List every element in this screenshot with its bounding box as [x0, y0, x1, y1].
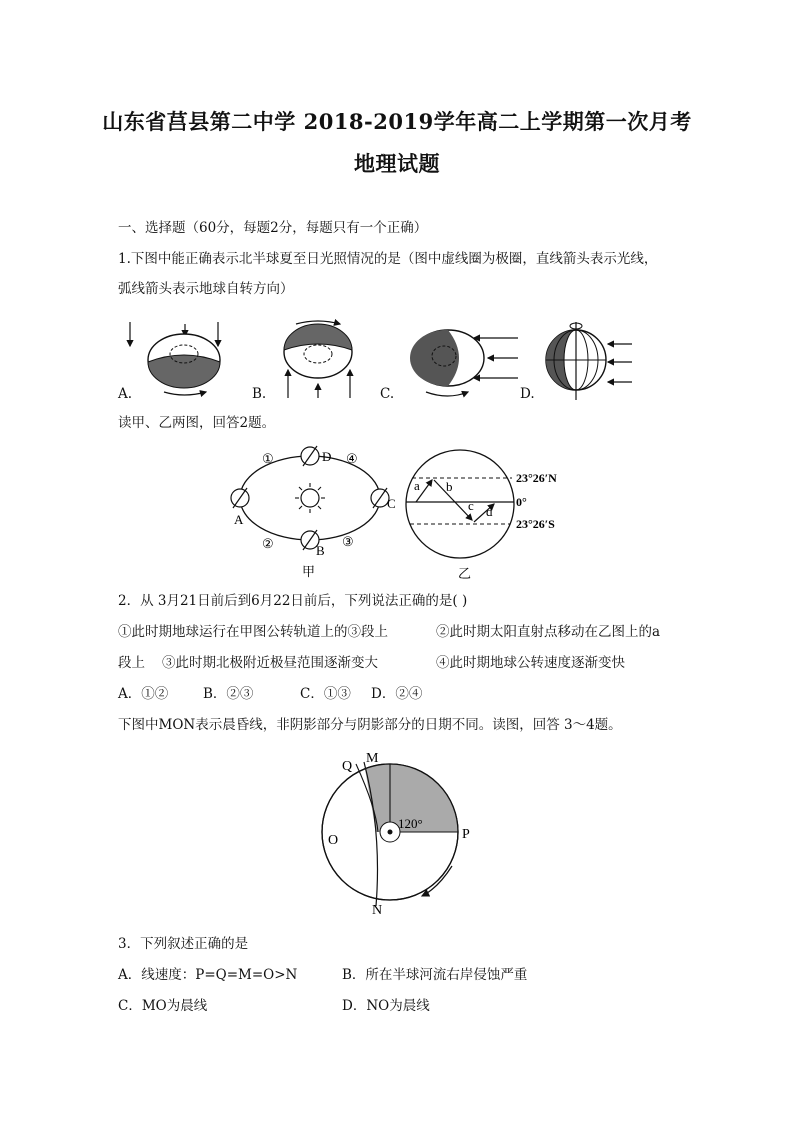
q1-option-c: C.: [380, 386, 395, 402]
q2-statement-2: ②此时期太阳直射点移动在乙图上的a: [436, 624, 661, 640]
point-n-label: N: [372, 903, 383, 918]
fig-jia-label: 甲: [302, 564, 316, 579]
page-subtitle: 地理试题: [354, 151, 440, 176]
orbit-point-a: A: [234, 512, 244, 527]
orbit-segment-3: ③: [342, 534, 354, 549]
q3-option-a: A．线速度：P=Q=M=O>N: [118, 967, 298, 983]
q1-figure-c: [410, 330, 518, 396]
path-segment-b: b: [446, 479, 453, 494]
q2-statement-4: ④此时期地球公转速度逐渐变快: [436, 655, 625, 671]
angle-label: 120°: [398, 816, 423, 831]
q2-option-b: B．②③: [203, 686, 254, 702]
orbit-point-d: D: [322, 449, 332, 464]
q3-stem: 3．下列叙述正确的是: [118, 936, 249, 952]
q2-option-c: C．①③: [300, 686, 351, 702]
q3-option-c: C．MO为晨线: [118, 998, 208, 1014]
orbit-point-c: C: [387, 496, 396, 511]
page-title: 山东省莒县第二中学 2018-2019学年高二上学期第一次月考: [102, 109, 692, 134]
orbit-point-b: B: [316, 543, 325, 558]
point-p-label: P: [462, 827, 470, 842]
q1-figures: [118, 318, 638, 406]
q1-figure-a: [130, 322, 220, 395]
orbit-segment-4: ④: [346, 451, 358, 466]
q2-statement-1: ①此时期地球运行在甲图公转轨道上的③段上: [118, 624, 388, 640]
section-heading: 一、选择题（60分，每题2分，每题只有一个正确）: [118, 220, 428, 236]
q2-stem: 2．从 3月21日前后到6月22日前后，下列说法正确的是( ): [118, 593, 468, 609]
path-segment-d: d: [486, 504, 493, 519]
q1-figure-d: [546, 322, 632, 400]
fig-yi-globe: [404, 444, 584, 582]
path-segment-c: c: [468, 498, 474, 513]
q1-stem-line1: 1.下图中能正确表示北半球夏至日光照情况的是（图中虚线圈为极圈，直线箭头表示光线，: [118, 251, 658, 267]
q2-intro: 读甲、乙两图，回答2题。: [118, 415, 276, 431]
fig-yi-label: 乙: [458, 566, 472, 581]
point-o-label: O: [328, 833, 339, 848]
orbit-segment-2: ②: [262, 536, 274, 551]
q3-intro: 下图中MON表示晨昏线，非阴影部分与阴影部分的日期不同。读图，回答 3～4题。: [118, 717, 622, 733]
q2-statement-2-cont: 段上: [118, 655, 145, 671]
q1-option-a: A.: [118, 386, 133, 402]
fig-polar-view: [320, 748, 480, 918]
q1-stem-line2: 弧线箭头表示地球自转方向）: [118, 281, 294, 297]
sun-icon: [295, 483, 325, 513]
lat-equator-label: 0°: [516, 495, 527, 509]
q3-option-b: B．所在半球河流右岸侵蚀严重: [342, 967, 528, 983]
path-segment-a: a: [414, 478, 420, 493]
q1-figure-b: [284, 321, 352, 398]
lat-north-label: 23°26′N: [516, 471, 557, 485]
point-m-label: M: [366, 751, 379, 766]
orbit-segment-1: ①: [262, 451, 274, 466]
q1-option-d: D.: [520, 386, 535, 402]
q2-option-d: D．②④: [371, 686, 423, 702]
q3-option-d: D．NO为晨线: [342, 998, 430, 1014]
point-q-label: Q: [342, 759, 353, 774]
q1-option-b: B.: [252, 386, 267, 402]
q2-option-a: A．①②: [118, 686, 169, 702]
lat-south-label: 23°26′S: [516, 517, 555, 531]
q2-statement-3: ③此时期北极附近极昼范围逐渐变大: [162, 655, 378, 671]
fig-jia-orbit: [224, 442, 410, 582]
